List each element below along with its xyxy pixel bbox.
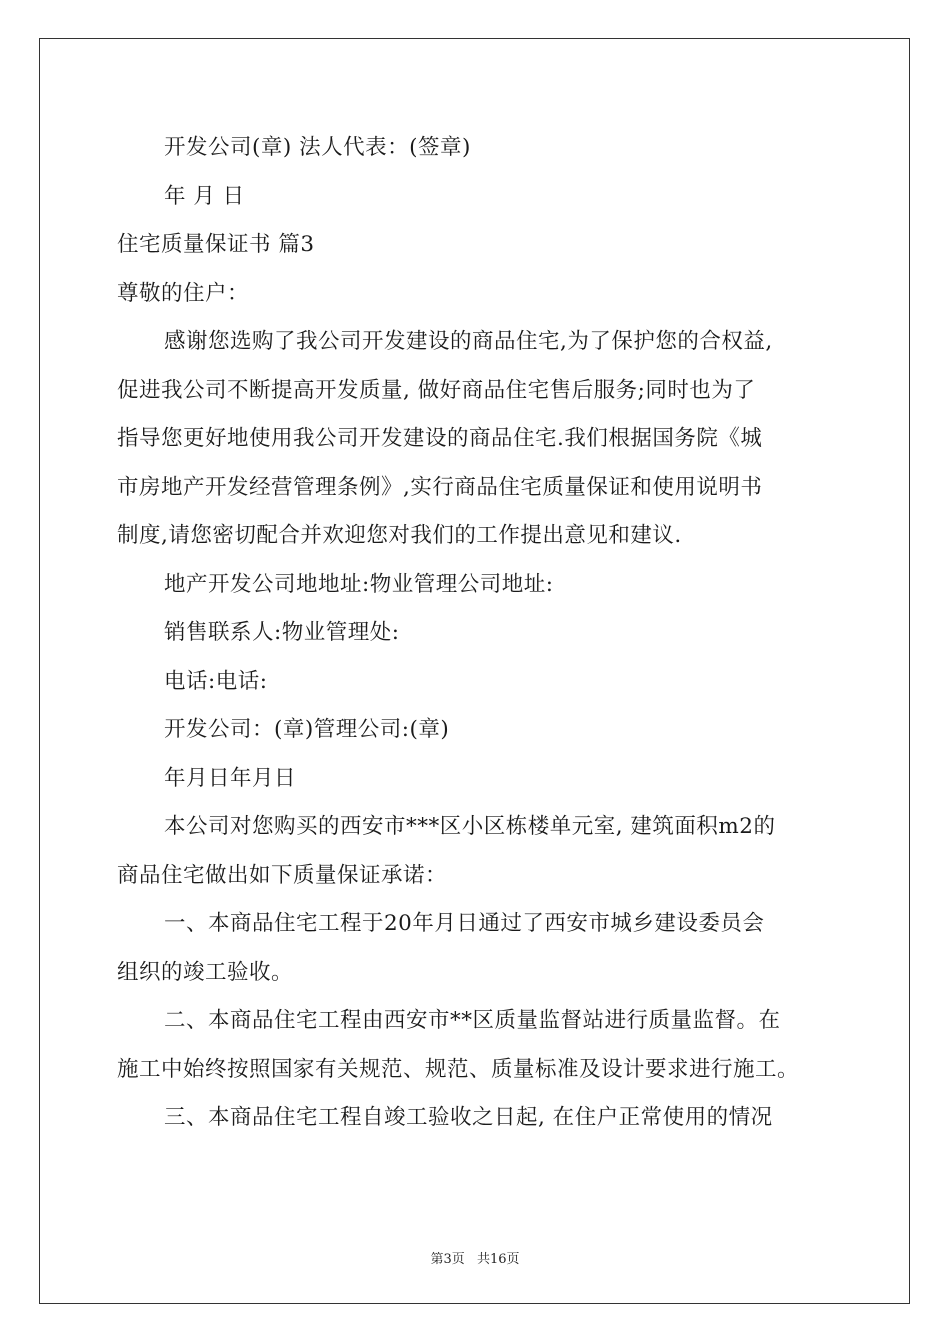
text-line-2: 年 月 日 [164, 183, 245, 209]
section-title: 住宅质量保证书 篇3 [117, 232, 315, 257]
text-line-13: 开发公司：(章)管理公司:(章) [164, 717, 450, 742]
text-line-15: 本公司对您购买的西安市***区小区栋楼单元室, 建筑面积m2的 [164, 814, 776, 839]
text-line-16: 商品住宅做出如下质量保证承诺： [117, 862, 448, 888]
text-line-9: 制度,请您密切配合并欢迎您对我们的工作提出意见和建议. [117, 523, 682, 548]
text-line-5: 感谢您选购了我公司开发建设的商品住宅,为了保护您的合权益, [164, 329, 773, 354]
text-line-7: 指导您更好地使用我公司开发建设的商品住宅.我们根据国务院《城 [117, 426, 763, 451]
text-line-12: 电话:电话: [164, 668, 268, 694]
text-line-20: 施工中始终按照国家有关规范、规范、质量标准及设计要求进行施工。 [117, 1056, 800, 1082]
page-footer [0, 1248, 950, 1267]
text-line-1: 开发公司(章) 法人代表：(签章) [164, 135, 471, 160]
text-line-21: 三、本商品住宅工程自竣工验收之日起, 在住户正常使用的情况 [164, 1105, 773, 1130]
text-line-18: 组织的竣工验收。 [117, 959, 294, 985]
salutation: 尊敬的住户： [117, 280, 250, 306]
document-body [117, 124, 835, 1143]
text-line-14: 年月日年月日 [164, 765, 297, 791]
text-line-6: 促进我公司不断提高开发质量, 做好商品住宅售后服务;同时也为了 [117, 377, 756, 403]
text-line-10: 地产开发公司地地址:物业管理公司地址: [164, 571, 554, 597]
page-total: 共16页 [476, 1252, 520, 1267]
text-line-8: 市房地产开发经营管理条例》,实行商品住宅质量保证和使用说明书 [117, 474, 763, 500]
text-line-11: 销售联系人:物业管理处: [164, 620, 400, 645]
page-number: 第3页 [430, 1252, 465, 1267]
text-line-19: 二、本商品住宅工程由西安市**区质量监督站进行质量监督。在 [164, 1008, 781, 1033]
text-line-17: 一、本商品住宅工程于20年月日通过了西安市城乡建设委员会 [164, 911, 765, 936]
